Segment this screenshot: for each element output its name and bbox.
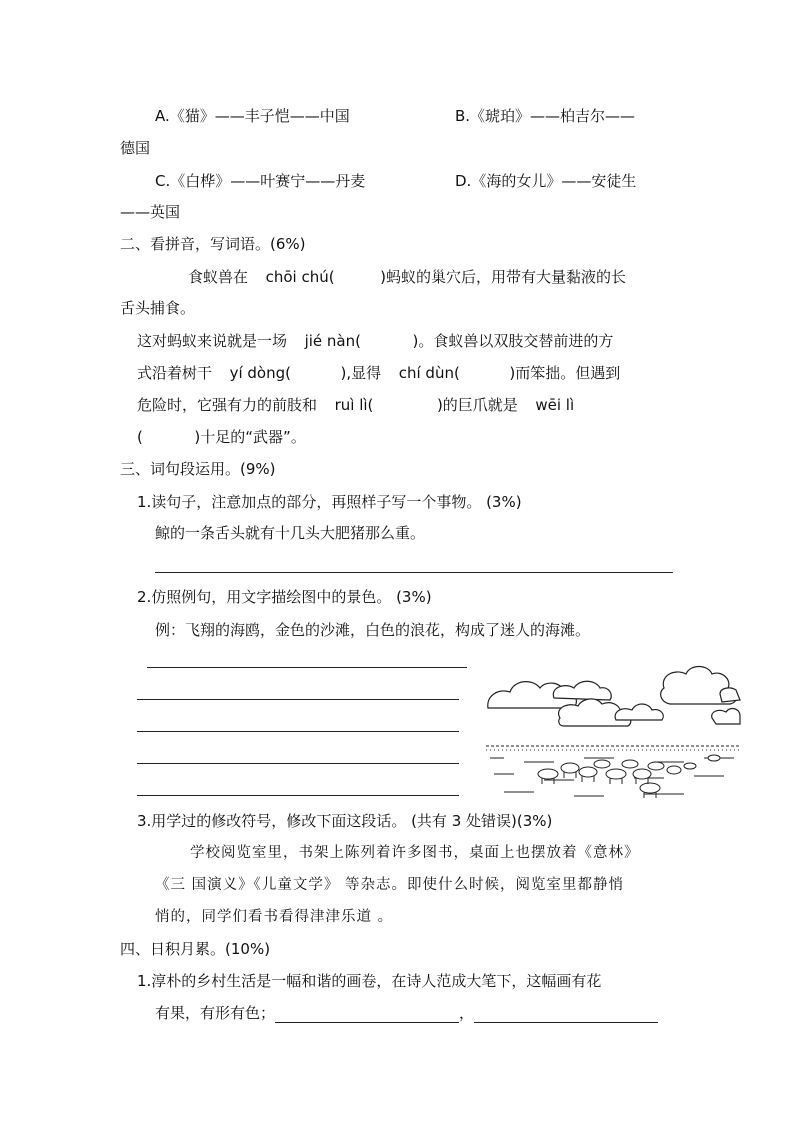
answer-line[interactable]: [147, 667, 467, 668]
s2-line5: [137, 427, 306, 447]
s4-q1-line1: 1.淳朴的乡村生活是一幅和谐的画卷，在诗人范成大笔下，这幅画有花: [137, 972, 602, 990]
pinyin-weili: wēi lì: [535, 396, 575, 414]
s2-text: )而笨拙。但遇到: [509, 364, 621, 382]
s2-text: )的巨爪就是: [436, 396, 518, 414]
answer-blank[interactable]: [275, 1006, 459, 1023]
cloud: [615, 704, 663, 720]
s3-q3: 3.用学过的修改符号，修改下面这段话。 (共有 3 处错误)(3%): [137, 812, 553, 830]
s2-text: 食蚁兽在: [188, 268, 249, 286]
s2-text: ),显得: [340, 364, 382, 382]
s3-q3-line3: 悄的，同学们看书看得津津乐道 。: [155, 909, 394, 925]
s3-q3-line1: 学校阅览室里，书架上陈列着许多图书，桌面上也摆放着《意林》: [190, 845, 640, 861]
pinyin-jienan: jié nàn(: [304, 332, 361, 350]
pinyin-chidun: chí dùn(: [398, 364, 460, 382]
answer-line[interactable]: [137, 699, 459, 700]
section3-title: 三、词句段运用。(9%): [120, 460, 276, 478]
s2-text: 式沿着树干: [137, 364, 213, 382]
option-d: D.《海的女儿》——安徒生: [455, 172, 637, 190]
answer-line[interactable]: [137, 795, 459, 796]
pinyin-yidong: yí dòng(: [229, 364, 291, 382]
option-c: C.《白桦》——叶赛宁——丹麦: [155, 172, 366, 190]
option-b-continued: 德国: [120, 139, 151, 157]
option-a: A.《猫》——丰子恺——中国: [155, 107, 350, 125]
pinyin-ruili: ruì lì(: [334, 396, 374, 414]
s3-q2-example: 例：飞翔的海鸥，金色的沙滩，白色的浪花，构成了迷人的海滩。: [155, 621, 591, 639]
s3-q2: 2.仿照例句，用文字描绘图中的景色。 (3%): [137, 588, 432, 606]
cloud: [553, 681, 611, 700]
s2-text: 这对蚂蚁来说就是一场: [137, 332, 288, 350]
s2-line3: [137, 363, 620, 383]
answer-line[interactable]: [155, 572, 673, 573]
s2-line4: [137, 395, 574, 415]
section2-title: 二、看拼音，写词语。(6%): [120, 235, 306, 253]
answer-line[interactable]: [137, 731, 459, 732]
option-d-continued: ——英国: [120, 203, 181, 221]
landscape-illustration: [484, 658, 742, 804]
s2-text: (: [137, 428, 143, 446]
s2-text: 危险时，它强有力的前肢和: [137, 396, 318, 414]
answer-line[interactable]: [137, 763, 459, 764]
pinyin-chaichu: chōi chú(: [265, 268, 335, 286]
s2-text: )。食蚁兽以双肢交替前进的方: [412, 332, 614, 350]
cloud: [712, 709, 740, 724]
s4-text: ，: [459, 1004, 475, 1022]
s3-q1-sentence: 鲸的一条舌头就有十几头大肥猪那么重。: [155, 524, 426, 542]
cloud: [720, 688, 740, 702]
option-b: B.《琥珀》——柏吉尔——: [455, 107, 636, 125]
section4-title: 四、日积月累。(10%): [120, 940, 271, 958]
s2-line1-cont: 舌头捕食。: [120, 299, 196, 317]
s2-line2: [137, 331, 613, 351]
answer-blank[interactable]: [474, 1006, 658, 1023]
s2-text: )蚂蚁的巢穴后，用带有大量黏液的长: [380, 268, 626, 286]
s4-text: 有果，有形有色；: [155, 1004, 276, 1022]
s3-q3-line2: 《三 国演义》《儿童文学》 等杂志。即使什么时候，阅览室里都静悄: [155, 877, 624, 893]
s2-line1: [188, 267, 626, 287]
s3-q1: 1.读句子，注意加点的部分，再照样子写一个事物。 (3%): [137, 493, 522, 511]
s4-q1-line2: [155, 1003, 658, 1023]
s2-text: )十足的“武器”。: [194, 428, 306, 446]
